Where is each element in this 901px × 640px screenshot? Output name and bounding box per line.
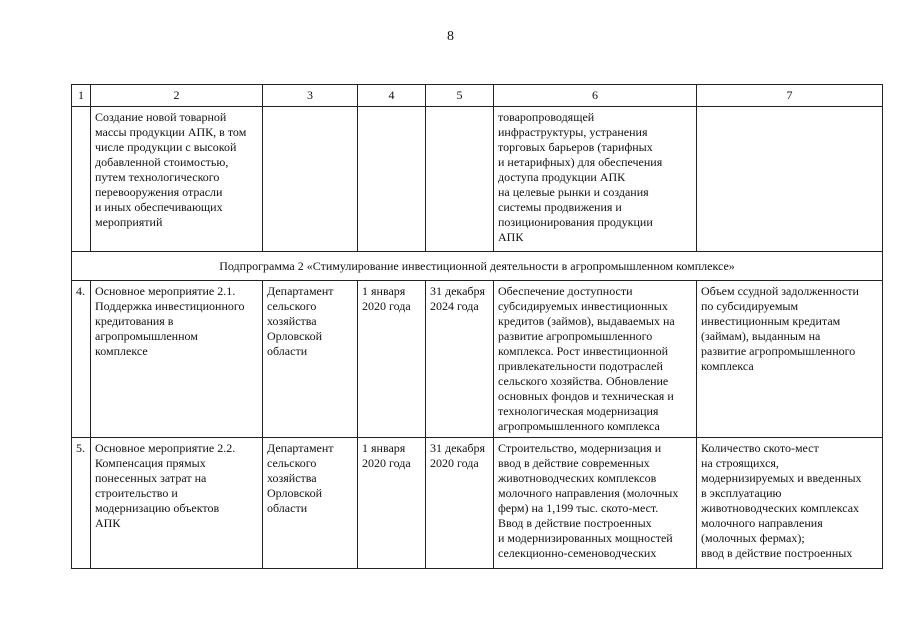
subprogram-title: Подпрограмма 2 «Стимулирование инвестиционной деятельности в агропромышленном комплексе» [72,252,883,281]
col-header-5: 5 [426,85,494,107]
cell-indicator [697,107,883,252]
cell-activity-name: Основное мероприятие 2.1. Поддержка инвестиционного кредитования в агропромышленном комплексе [91,281,263,438]
cell-number: 5. [72,438,91,569]
table-row-continuation [72,107,883,252]
cell-number [72,107,91,252]
cell-start-date: 1 января 2020 года [358,281,426,438]
col-header-4: 4 [358,85,426,107]
cell-executor: Департамент сельского хозяйства Орловской области [263,281,358,438]
col-header-3: 3 [263,85,358,107]
cell-end-date: 31 декабря 2020 года [426,438,494,569]
cell-activity-name: Создание новой товарной массы продукции АПК, в том числе продукции с высокой добавленной стоимостью, путем технологического перевооружения отрасли и иных обеспечивающих мероприятий [91,107,263,252]
col-header-7: 7 [697,85,883,107]
cell-expected-result: товаропроводящей инфраструктуры, устранения торговых барьеров (тарифных и нетарифных) для обеспечения доступа продукции АПК на целевые рынки и создания системы продвижения и позиционирования продукции АПК [494,107,697,252]
program-table [71,84,883,569]
cell-executor: Департамент сельского хозяйства Орловской области [263,438,358,569]
table-row [72,281,883,438]
cell-activity-name: Основное мероприятие 2.2. Компенсация прямых понесенных затрат на строительство и модернизацию объектов АПК [91,438,263,569]
cell-executor [263,107,358,252]
cell-end-date [426,107,494,252]
cell-end-date: 31 декабря 2024 года [426,281,494,438]
cell-expected-result: Обеспечение доступности субсидируемых инвестиционных кредитов (займов), выдаваемых на развитие агропромышленного комплекса. Рост инвестиционной привлекательности подотраслей сельского хозяйства. Обновление основных фондов и техническая и технологическая модернизация агропромышленного комплекса [494,281,697,438]
page-number: 8 [447,29,454,44]
cell-indicator: Количество ското-мест на строящихся, модернизируемых и введенных в эксплуатацию животноводческих комплексах молочного направления (молочных фермах); ввод в действие построенных [697,438,883,569]
subprogram-row [72,252,883,281]
col-header-6: 6 [494,85,697,107]
cell-number: 4. [72,281,91,438]
cell-start-date: 1 января 2020 года [358,438,426,569]
header-row [72,85,883,107]
table-row [72,438,883,569]
col-header-1: 1 [72,85,91,107]
cell-expected-result: Строительство, модернизация и ввод в действие современных животноводческих комплексов молочного направления (молочных ферм) на 1,199 тыс. ското-мест. Ввод в действие построенных и модернизированных мощностей селекционно-семеноводческих [494,438,697,569]
col-header-2: 2 [91,85,263,107]
cell-start-date [358,107,426,252]
cell-indicator: Объем ссудной задолженности по субсидируемым инвестиционным кредитам (займам), выданным на развитие агропромышленного комплекса [697,281,883,438]
